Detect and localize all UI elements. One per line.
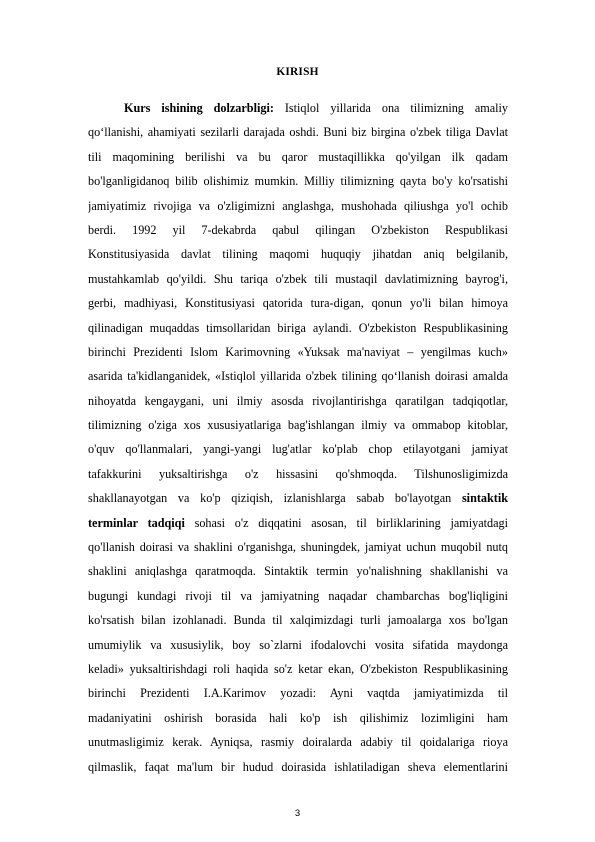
page-title: KIRISH — [276, 66, 319, 78]
text-line: bo'lganligidanoq bilib olishimiz mumkin. Milliy tilimizning qayta bo'y ko'rsatishi — [88, 174, 508, 189]
text-line: gerbi, madhiyasi, Konstitusiyasi qatorida tura-digan, qonun yo'li bilan himoya — [88, 296, 508, 311]
text-line-content: shakllanayotgan va ko'p qiziqish, izlanishlarga sabab bo'layotgan — [88, 491, 452, 506]
text-line: qilmaslik, faqat ma'lum bir hudud doirasida ishlatiladigan sheva elementlarini — [88, 759, 508, 774]
text-line: tilimizning o'ziga xos xususiyatlariga bag'ishlangan ilmiy va ommabop kitoblar, — [88, 418, 508, 433]
text-line: asarida ta'kidlanganidek, «Istiqlol yillarida o'zbek tilining qo‘llanish doirasi amalda — [88, 369, 508, 384]
text-line: o'quv qo'llanmalari, yangi-yangi lug'atlar ko'plab chop etilayotgani jamiyat — [88, 442, 508, 457]
text-line — [88, 511, 508, 535]
lead-bold-phrase: Kurs ishining dolzarbligi: — [124, 101, 274, 115]
text-line: mustahkamlab qo'yildi. Shu tariqa o'zbek tili mustaqil davlatimizning bayrog'i, — [88, 271, 508, 286]
text-line: shaklini aniqlashga qaratmoqda. Sintaktik termin yo'nalishning shakllanishi va — [88, 564, 508, 579]
bold-term: sintaktik — [461, 491, 508, 506]
text-line: birinchi Prezidenti Islom Karimovning «Yuksak ma'naviyat – yengilmas kuch» — [88, 344, 508, 359]
paragraph-body — [88, 96, 508, 779]
text-line: Konstitusiyasida davlat tilining maqomi huquqiy jihatdan aniq belgilanib, — [88, 247, 508, 262]
text-line: qo‘llanishi, ahamiyati sezilarli darajada oshdi. Buni biz birgina o'zbek tiliga Davlat — [88, 125, 508, 140]
text-line: qilinadigan muqaddas timsollaridan biriga aylandi. O'zbekiston Respublikasining — [88, 320, 508, 335]
text-line: unutmasligimiz kerak. Ayniqsa, rasmiy doiralarda adabiy til qoidalariga rioya — [88, 735, 508, 750]
text-line: madaniyatini oshirish borasida hali ko'p ish qilishimiz lozimligini ham — [88, 710, 508, 725]
bold-term: terminlar tadqiqi — [88, 515, 185, 530]
text-line: nihoyatda kengaygani, uni ilmiy asosda rivojlantirishga qaratilgan tadqiqotlar, — [88, 393, 508, 408]
text-line-content: sohasi o'z diqqatini asosan, til birliklarining jamiyatdagi — [194, 515, 508, 530]
text-line: keladi» yuksaltirishdagi roli haqida so'z ketar ekan, O'zbekiston Respublikasining — [88, 661, 508, 676]
page-number: 3 — [294, 808, 301, 819]
text-line: tili maqomining berilishi va bu qaror mustaqillikka qo'yilgan ilk qadam — [88, 149, 508, 164]
text-line: berdi. 1992 yil 7-dekabrda qabul qilingan O'zbekiston Respublikasi — [88, 222, 508, 237]
text-line: jamiyatimiz rivojiga va o'zligimizni anglashga, mushohada qiliushga yo'l ochib — [88, 198, 508, 213]
text-line: umumiylik va xususiylik, boy so`zlarni ifodalovchi vosita sifatida maydonga — [88, 637, 508, 652]
text-line: birinchi Prezidenti I.A.Karimov yozadi: Ayni vaqtda jamiyatimizda til — [88, 686, 508, 701]
text-line: ko'rsatish bilan izohlanadi. Bunda til xalqimizdagi turli jamoalarga xos bo'lgan — [88, 613, 508, 628]
text-line — [88, 96, 508, 120]
text-line — [88, 486, 508, 510]
text-line: tafakkurini yuksaltirishga o'z hissasini qo'shmoqda. Tilshunosligimizda — [88, 466, 508, 481]
text-line-content: Istiqlol yillarida ona tilimizning amaliy — [284, 101, 508, 115]
text-line: bugungi kundagi rivoji til va jamiyatning naqadar chambarchas bog'liqligini — [88, 588, 508, 603]
text-line: qo'llanish doirasi va shaklini o'rganishga, shuningdek, jamiyat uchun muqobil nutq — [88, 540, 508, 555]
